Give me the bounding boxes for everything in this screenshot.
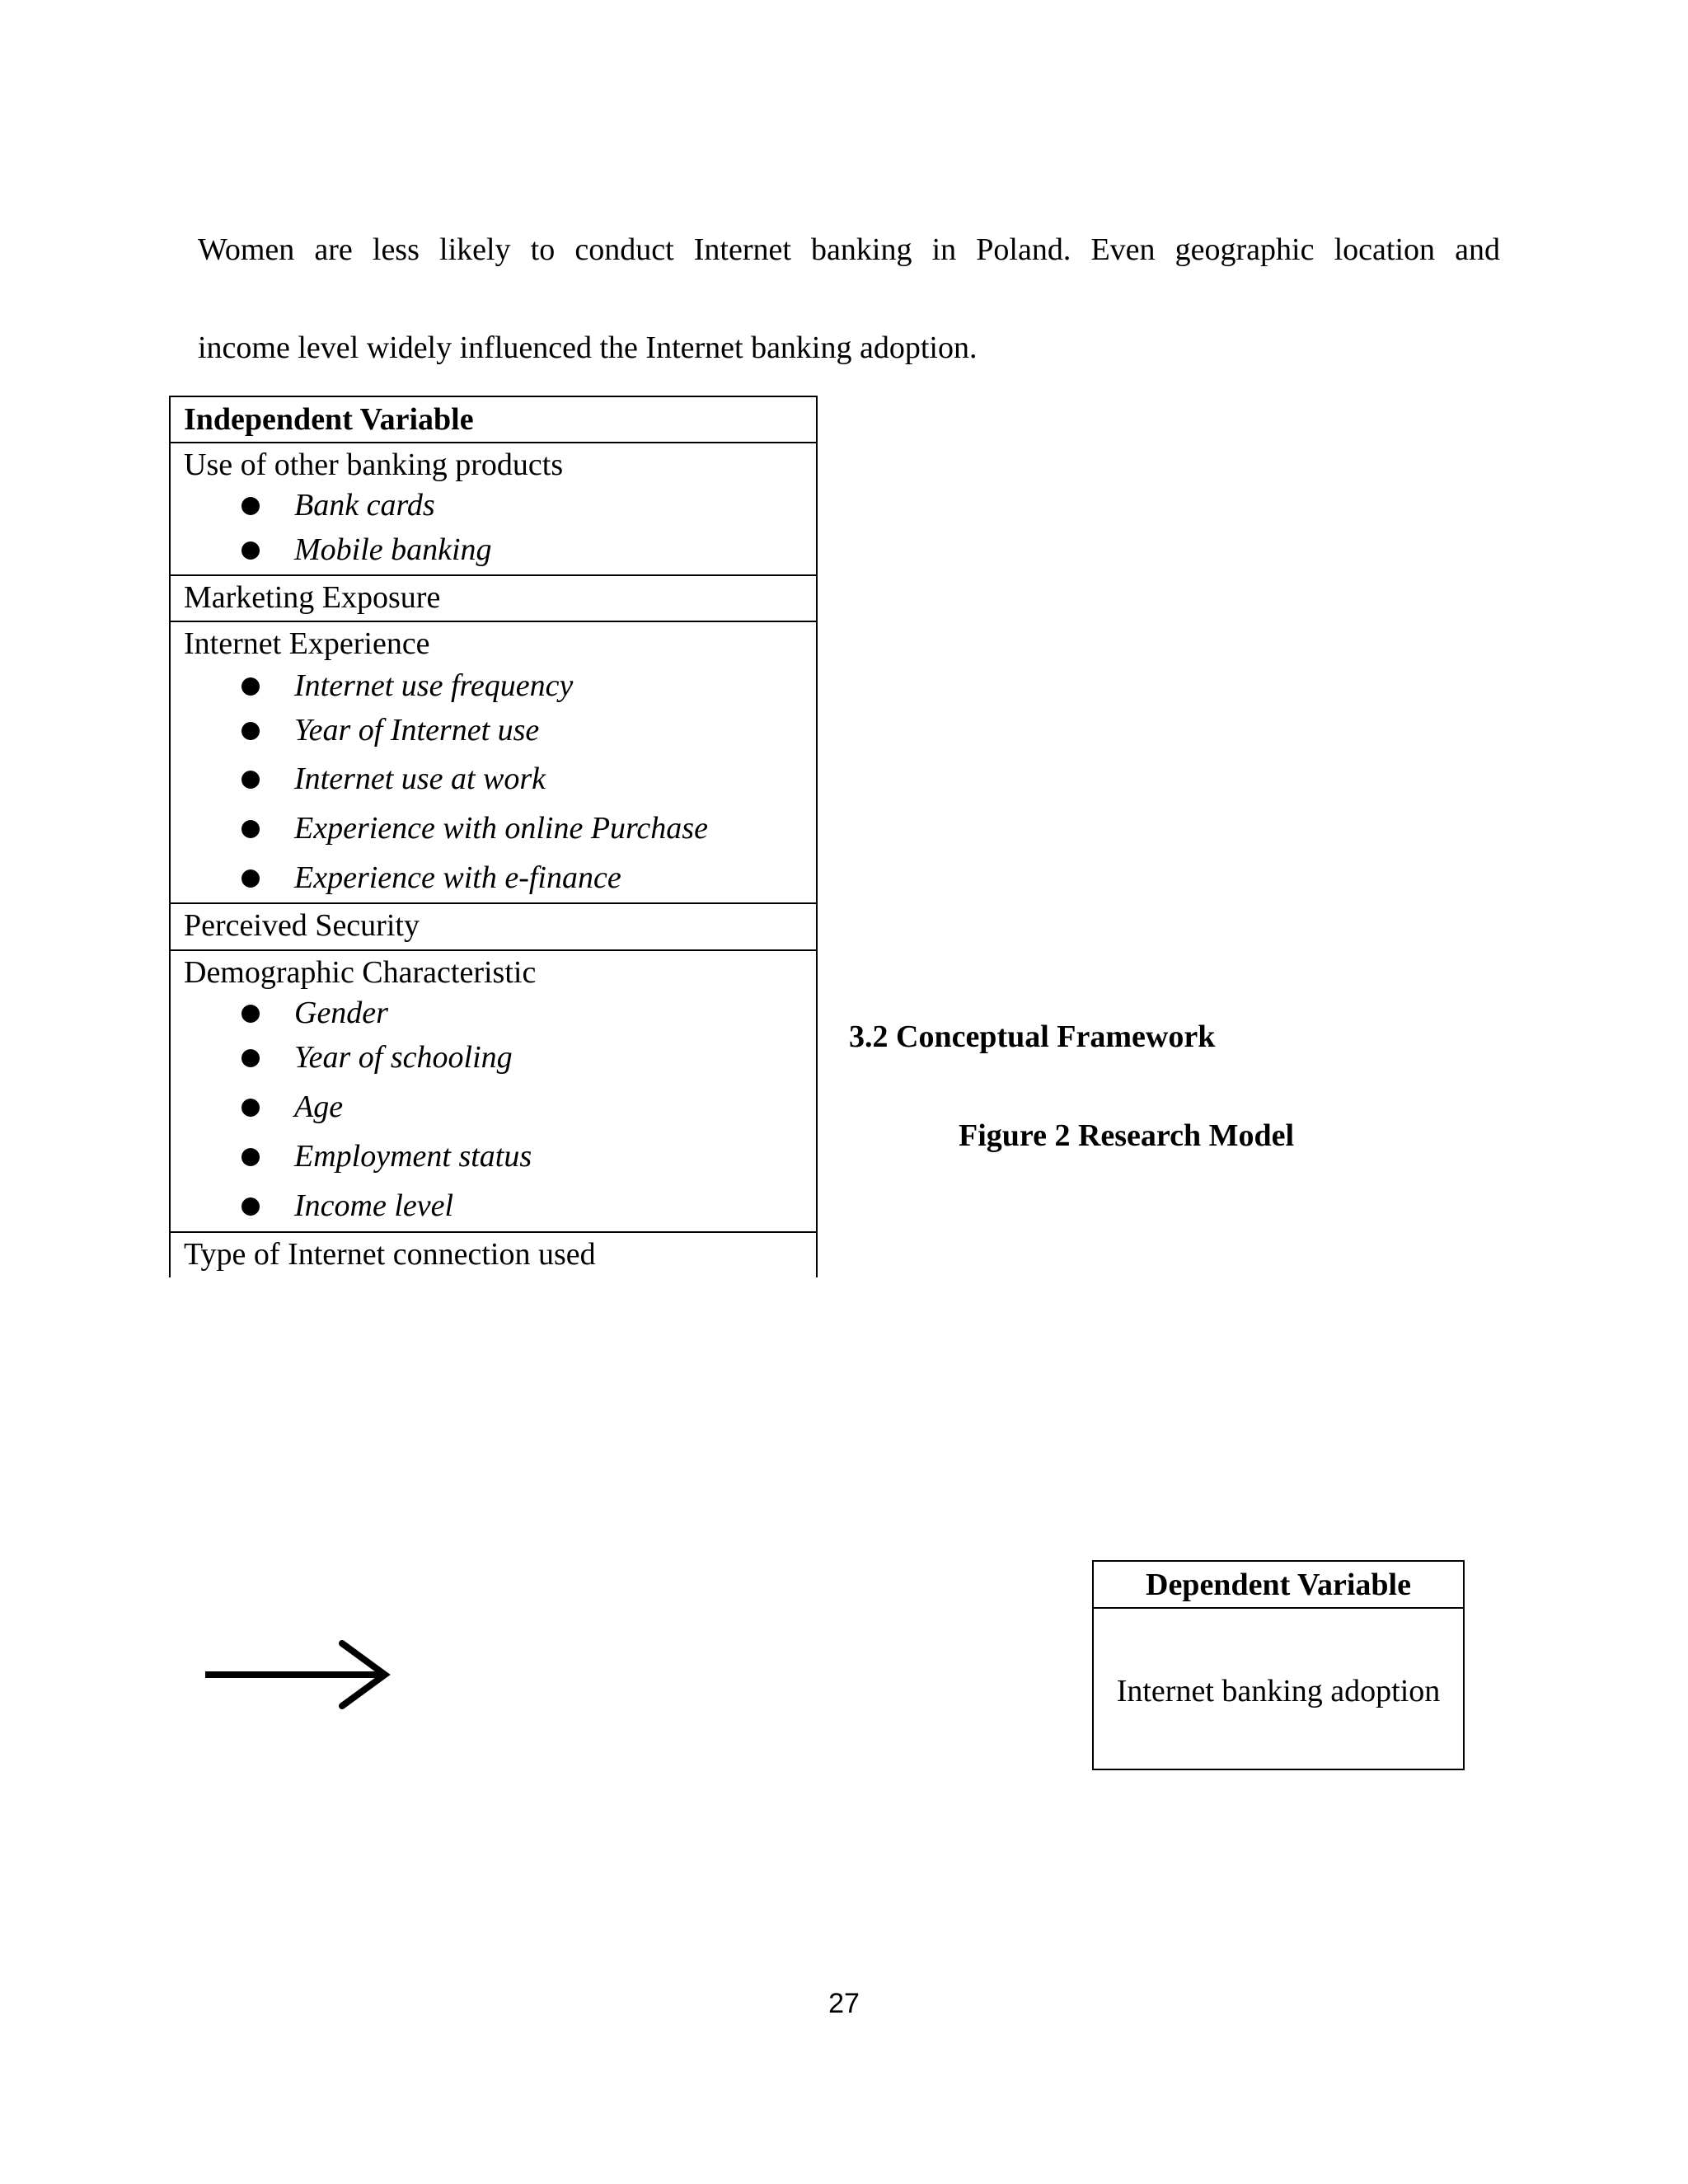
dependent-variable-box [1092, 1560, 1465, 1770]
body-paragraph-line-2: income level widely influenced the Internet banking adoption. [198, 330, 978, 365]
bullet-icon [241, 1005, 260, 1023]
row-label: Type of Internet connection used [184, 1237, 596, 1272]
list-item: Age [171, 1089, 816, 1125]
table-row-demographics [171, 951, 816, 1233]
table-header-row [171, 397, 816, 443]
list-item: Bank cards [171, 487, 816, 523]
bullet-icon [241, 541, 260, 560]
list-item: Internet use at work [171, 761, 816, 797]
row-label: Perceived Security [184, 908, 420, 943]
bullet-icon [241, 869, 260, 888]
bullet-icon [241, 1148, 260, 1166]
bullet-icon [241, 1049, 260, 1067]
dependent-variable-value: Internet banking adoption [1116, 1674, 1441, 1708]
row-label: Demographic Characteristic [184, 955, 537, 990]
list-item: Employment status [171, 1138, 816, 1174]
row-label: Use of other banking products [184, 448, 564, 482]
right-arrow-icon [202, 1640, 392, 1714]
table-row-connection-type [171, 1233, 816, 1279]
list-item: Internet use frequency [171, 668, 816, 704]
bullet-icon [241, 677, 260, 696]
list-item: Mobile banking [171, 532, 816, 568]
bullet-icon [241, 1099, 260, 1117]
body-paragraph-line-1: Women are less likely to conduct Internet banking in Poland. Even geographic location and [198, 232, 1500, 267]
list-item: Gender [171, 995, 816, 1031]
list-item: Year of schooling [171, 1039, 816, 1076]
row-label: Marketing Exposure [184, 580, 441, 615]
table-row-internet-experience [171, 622, 816, 904]
bullet-icon [241, 820, 260, 838]
list-item: Experience with online Purchase [171, 810, 816, 846]
figure-caption: Figure 2 Research Model [959, 1118, 1295, 1153]
table-header: Independent Variable [184, 402, 474, 437]
table-row-marketing-exposure [171, 576, 816, 622]
bullet-icon [241, 771, 260, 789]
table-row-banking-products [171, 443, 816, 576]
independent-variable-table [169, 396, 818, 1277]
bullet-icon [241, 722, 260, 740]
list-item: Experience with e-finance [171, 860, 816, 896]
page-number: 27 [828, 1988, 860, 2019]
bullet-icon [241, 1197, 260, 1216]
bullet-icon [241, 497, 260, 515]
list-item: Income level [171, 1188, 816, 1224]
list-item: Year of Internet use [171, 712, 816, 748]
dependent-variable-header: Dependent Variable [1094, 1562, 1463, 1609]
row-label: Internet Experience [184, 626, 430, 661]
section-heading: 3.2 Conceptual Framework [849, 1019, 1216, 1054]
table-row-perceived-security [171, 904, 816, 951]
